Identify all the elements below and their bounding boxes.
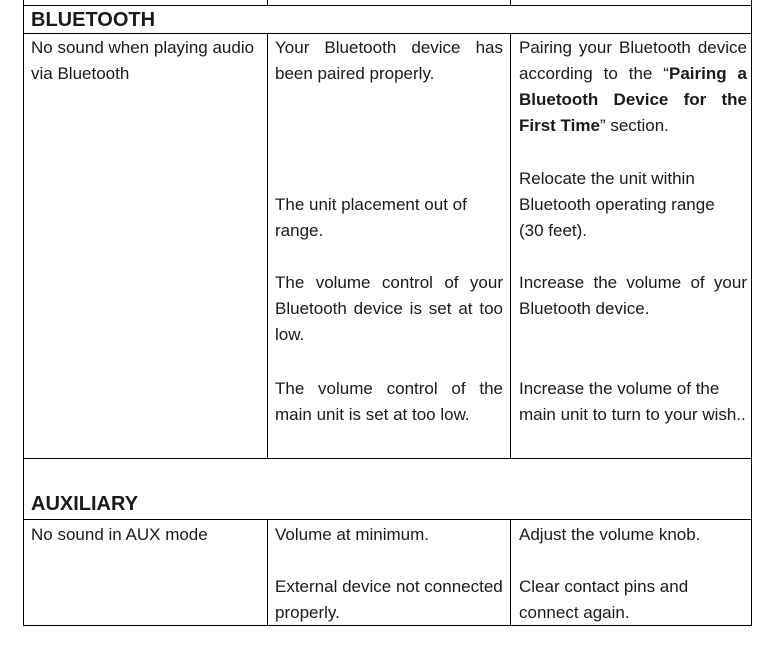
rule-bluetooth-end xyxy=(23,458,752,459)
solution-aux-1: Adjust the volume knob. xyxy=(519,525,701,544)
section-heading-bluetooth: BLUETOOTH xyxy=(31,9,156,31)
solution-bluetooth-1-bold: Pairing a Bluetooth Device for the First Time xyxy=(519,64,747,135)
solution-bluetooth-3: Increase the volume of your Bluetooth device. xyxy=(519,273,747,318)
solution-bluetooth-1-suffix: ” section. xyxy=(599,116,669,135)
section-heading-auxiliary: AUXILIARY xyxy=(31,493,139,515)
column-divider-2-aux xyxy=(510,520,511,626)
problem-bluetooth: No sound when playing audio via Bluetooth xyxy=(31,38,255,83)
solution-bluetooth-1 xyxy=(519,35,747,139)
rule-aux-heading xyxy=(23,519,752,520)
solution-bluetooth-2: Relocate the unit within Bluetooth operating range (30 feet). xyxy=(519,169,715,240)
cause-bluetooth-2: The unit placement out of range. xyxy=(275,195,467,240)
solution-bluetooth-1-prefix: Pairing your Bluetooth device according to the “ xyxy=(519,38,747,83)
solution-aux-2: Clear contact pins and connect again. xyxy=(519,577,689,622)
column-divider-2-bluetooth xyxy=(510,34,511,459)
rule-top xyxy=(23,5,752,6)
cause-bluetooth-3: The volume control of your Bluetooth device is set at too low. xyxy=(275,273,503,344)
table-border-left xyxy=(23,0,24,626)
rule-bluetooth-heading xyxy=(23,33,752,34)
cause-bluetooth-4: The volume control of the main unit is set at too low. xyxy=(275,379,503,424)
table-border-right xyxy=(751,0,752,626)
problem-auxiliary: No sound in AUX mode xyxy=(31,525,208,544)
column-divider-1-aux xyxy=(267,520,268,626)
cause-aux-1: Volume at minimum. xyxy=(275,525,429,544)
cause-aux-2: External device not connected properly. xyxy=(275,577,503,622)
solution-bluetooth-4: Increase the volume of the main unit to turn to your wish.. xyxy=(519,379,746,424)
column-divider-1-bluetooth xyxy=(267,34,268,459)
cause-bluetooth-1: Your Bluetooth device has been paired properly. xyxy=(275,38,503,83)
